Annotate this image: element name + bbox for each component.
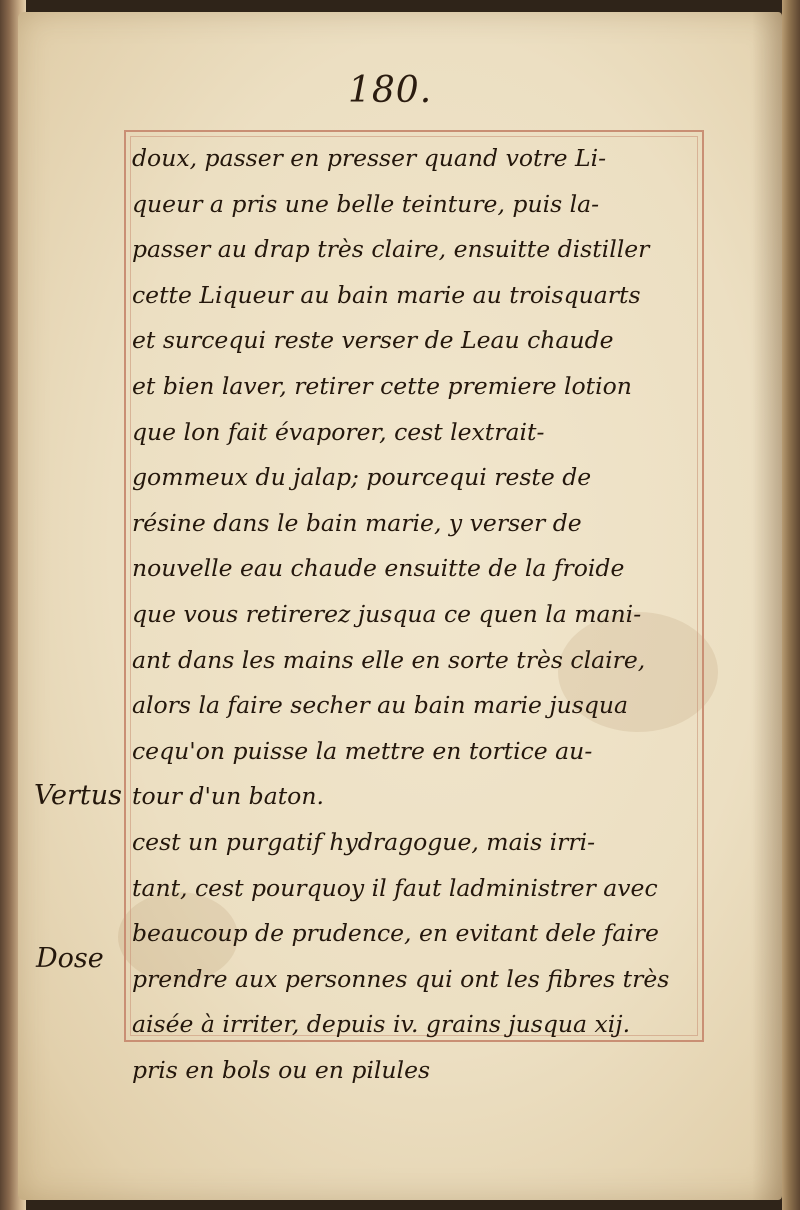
text-line: et surcequi reste verser de Leau chaude bbox=[132, 326, 614, 355]
text-line: nouvelle eau chaude ensuitte de la froide bbox=[132, 554, 625, 583]
text-line: résine dans le bain marie, y verser de bbox=[132, 508, 582, 537]
page-shadow bbox=[752, 12, 782, 1200]
text-line: prendre aux personnes qui ont les fibres très bbox=[132, 964, 670, 993]
text-line: tant, cest pourquoy il faut ladministrer avec bbox=[132, 873, 658, 902]
text-line: cequ'on puisse la mettre en tortice au- bbox=[132, 736, 593, 765]
text-line: passer au drap très claire, ensuitte distiller bbox=[132, 235, 650, 264]
text-line: ant dans les mains elle en sorte très claire, bbox=[132, 645, 646, 674]
text-line: queur a pris une belle teinture, puis la- bbox=[132, 189, 600, 218]
text-line: que lon fait évaporer, cest lextrait- bbox=[132, 417, 545, 446]
text-line: que vous retirerez jusqua ce quen la mani- bbox=[132, 599, 642, 628]
text-line: pris en bols ou en pilules bbox=[132, 1055, 431, 1084]
margin-note-vertus: Vertus bbox=[34, 780, 123, 811]
page-number: 180. bbox=[348, 70, 433, 111]
text-line: aisée à irriter, depuis iv. grains jusqua xij. bbox=[132, 1010, 631, 1039]
page-fore-edge bbox=[782, 0, 800, 1210]
text-line: cette Liqueur au bain marie au troisquarts bbox=[132, 280, 641, 309]
text-line: doux, passer en presser quand votre Li- bbox=[132, 144, 607, 172]
handwritten-text-block bbox=[132, 136, 708, 1093]
text-line: et bien laver, retirer cette premiere lotion bbox=[132, 371, 632, 400]
text-line: cest un purgatif hydragogue, mais irri- bbox=[132, 827, 596, 856]
text-line: beaucoup de prudence, en evitant dele faire bbox=[132, 919, 659, 948]
margin-note-dose: Dose bbox=[36, 943, 104, 974]
text-line: tour d'un baton. bbox=[132, 782, 324, 811]
text-line: gommeux du jalap; pourcequi reste de bbox=[132, 463, 592, 492]
text-line: alors la faire secher au bain marie jusqua bbox=[132, 691, 629, 720]
